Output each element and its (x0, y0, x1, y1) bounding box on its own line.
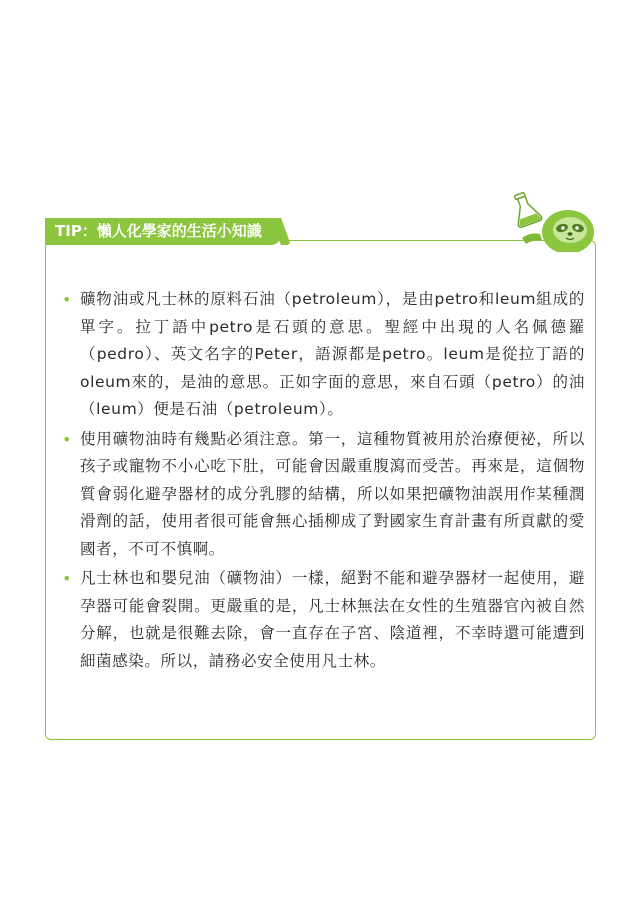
list-item (60, 565, 585, 675)
list-item (60, 426, 585, 564)
bullet-icon: • (62, 290, 73, 309)
tip-text: 使用礦物油時有幾點必須注意。第一，這種物質被用於治療便祕，所以孩子或寵物不小心吃下肚，可能會因嚴重腹瀉而受苦。再來是，這個物質會弱化避孕器材的成分乳膠的結構，所以如果把礦物油誤用作某種潤滑劑的話，使用者很可能會無心插柳成了對國家生育計畫有所貢獻的愛國者，不可不慎啊。 (80, 429, 585, 558)
tip-header: TIP：懶人化學家的生活小知識 (45, 218, 281, 245)
list-item (60, 286, 585, 424)
sloth-with-flask-icon (508, 188, 598, 252)
tip-list (60, 286, 585, 677)
tip-text: 凡士林也和嬰兒油（礦物油）一樣，絕對不能和避孕器材一起使用，避孕器可能會裂開。更嚴重的是，凡士林無法在女性的生殖器官內被自然分解，也就是很難去除，會一直存在子宮、陰道裡，不幸時還可能遭到細菌感染。所以，請務必安全使用凡士林。 (80, 569, 585, 670)
bullet-icon: • (62, 569, 73, 588)
tip-text: 礦物油或凡士林的原料石油（petroleum），是由petro和leum組成的單字。拉丁語中petro是石頭的意思。聖經中出現的人名佩德羅（pedro）、英文名字的Peter，語源都是petro。leum是從拉丁語的oleum來的，是油的意思。正如字面的意思，來自石頭（petro）的油（leum）便是石油（petroleum）。 (80, 290, 585, 418)
bullet-icon: • (62, 429, 73, 449)
